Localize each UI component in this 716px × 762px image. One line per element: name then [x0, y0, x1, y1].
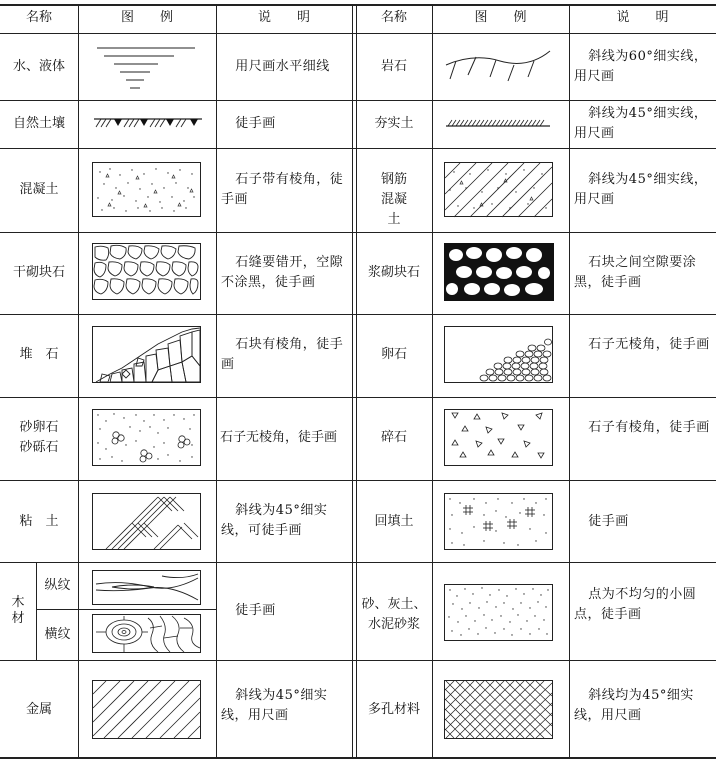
rule-row [0, 480, 716, 481]
material-name: 水、液体 [12, 59, 65, 74]
mortar-stone-symbol [444, 243, 554, 301]
rule-row [0, 314, 716, 315]
rule-row [0, 100, 716, 101]
material-name: 金属 [25, 702, 52, 717]
material-name: 粘 土 [19, 514, 59, 529]
material-desc: 石子无棱角，徒手画 [588, 337, 710, 352]
material-desc: 石缝要错开，空隙不涂黑，徒手画 [221, 255, 344, 290]
material-desc: 斜线为45°细实线，用尺画 [221, 688, 328, 723]
rule-header [0, 33, 716, 34]
rule-row [0, 232, 716, 233]
header-figure: 图 例 [120, 10, 173, 25]
water-symbol [92, 42, 202, 94]
material-name: 混凝土 [19, 182, 59, 197]
material-name: 砂卵石砂砾石 [19, 420, 59, 455]
tamped-soil-symbol [444, 116, 554, 132]
material-name: 干砌块石 [12, 265, 65, 280]
material-desc: 斜线为45°细实线，可徒手画 [221, 503, 328, 538]
wood-longitudinal-symbol [92, 570, 202, 606]
header-figure: 图 例 [474, 10, 527, 25]
rule-row [0, 397, 716, 398]
col-rule [569, 4, 570, 757]
material-desc: 斜线为60°细实线，用尺画 [574, 49, 708, 84]
wood-grain-longitudinal: 纵纹 [44, 578, 71, 593]
material-name: 自然土壤 [12, 116, 65, 131]
header-desc: 说 明 [257, 10, 310, 25]
rule-bottom [0, 757, 716, 759]
material-name: 砂、灰土、水泥砂浆 [361, 597, 427, 632]
rule-top [0, 4, 716, 6]
material-desc: 石子带有棱角，徒手画 [221, 172, 344, 207]
natural-soil-symbol [92, 114, 204, 134]
col-rule [432, 4, 433, 757]
material-desc: 斜线均为45°细实线，用尺画 [574, 688, 694, 723]
wood-grain-transverse: 横纹 [44, 627, 71, 642]
reinforced-concrete-symbol [444, 162, 554, 218]
rock-symbol [444, 45, 554, 87]
crushed-stone-symbol [444, 409, 554, 467]
material-name: 钢筋混凝土 [380, 172, 407, 227]
dry-stone-symbol [92, 243, 202, 301]
header-desc: 说 明 [616, 10, 669, 25]
pebble-symbol [444, 326, 554, 384]
clay-symbol [92, 493, 202, 551]
rule-row [0, 660, 716, 661]
material-desc: 斜线为45°细实线，用尺画 [574, 172, 708, 207]
material-name: 夯实土 [374, 116, 414, 131]
metal-symbol [92, 680, 202, 740]
header-name: 名称 [380, 10, 407, 25]
material-desc: 石子无棱角，徒手画 [220, 430, 338, 445]
material-desc: 用尺画水平细线 [235, 59, 330, 74]
riprap-symbol [92, 326, 202, 384]
material-desc: 点为不均匀的小圆点，徒手画 [574, 587, 697, 622]
material-name: 卵石 [380, 347, 407, 362]
material-name: 回填土 [374, 514, 414, 529]
material-name: 堆 石 [19, 347, 59, 362]
col-rule [78, 4, 79, 757]
rule-row [0, 562, 716, 563]
material-name: 碎石 [380, 430, 407, 445]
material-desc: 石块有棱角，徒手画 [221, 337, 344, 372]
material-desc: 徒手画 [235, 116, 276, 131]
header-name: 名称 [25, 10, 52, 25]
wood-name: 木材 [11, 595, 25, 626]
material-name: 多孔材料 [367, 702, 420, 717]
material-name: 岩石 [380, 59, 407, 74]
material-desc: 石块之间空隙要涂黑，徒手画 [574, 255, 697, 290]
material-name: 浆砌块石 [367, 265, 420, 280]
col-rule-double [352, 4, 353, 757]
material-desc: 石子有棱角，徒手画 [588, 420, 710, 435]
rule-row [0, 148, 716, 149]
rule-wood-split [36, 609, 216, 610]
sand-gravel-symbol [92, 409, 202, 467]
material-desc: 斜线为45°细实线，用尺画 [574, 106, 708, 141]
porous-material-symbol [444, 680, 554, 740]
material-desc: 徒手画 [588, 514, 629, 529]
backfill-symbol [444, 493, 554, 551]
material-desc: 徒手画 [235, 603, 276, 618]
col-rule-double [356, 4, 357, 757]
wood-transverse-symbol [92, 614, 202, 654]
sand-mortar-symbol [444, 584, 554, 642]
col-rule [216, 4, 217, 757]
concrete-symbol [92, 162, 202, 218]
